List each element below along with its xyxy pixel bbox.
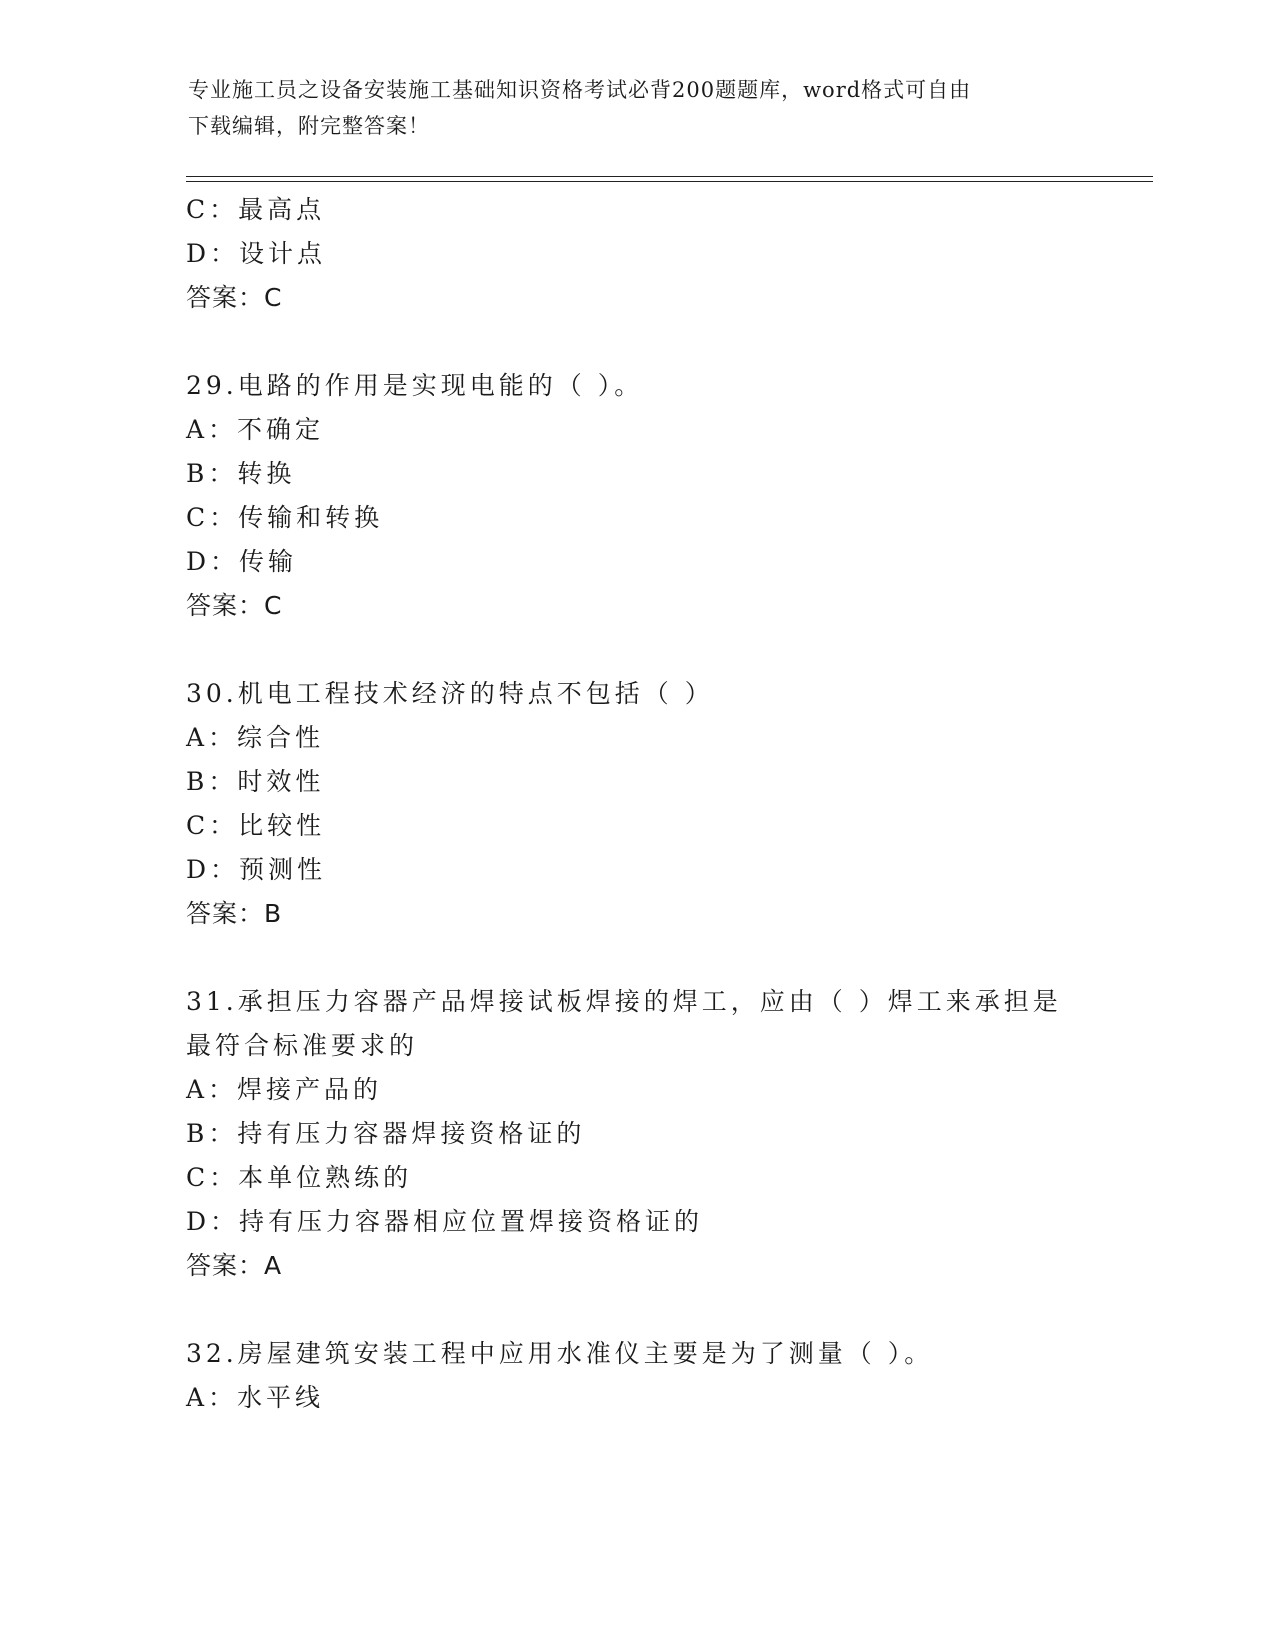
header-divider-bottom	[186, 181, 1153, 182]
document-header	[188, 72, 1068, 144]
option-c: C：比较性	[186, 811, 326, 840]
option-c: C：最高点	[186, 195, 326, 224]
option-b: B：持有压力容器焊接资格证的	[186, 1119, 586, 1148]
header-line-2: 下载编辑，附完整答案！	[188, 114, 430, 138]
answer-line: 答案：C	[186, 283, 283, 312]
question-30: 30.机电工程技术经济的特点不包括（ ）	[186, 679, 714, 708]
question-29: 29.电路的作用是实现电能的（ ）。	[186, 371, 644, 400]
option-a: A：水平线	[186, 1383, 325, 1412]
answer-line: 答案：A	[186, 1251, 283, 1280]
option-c: C：本单位熟练的	[186, 1163, 413, 1192]
option-a: A：焊接产品的	[186, 1075, 383, 1104]
option-b: B：时效性	[186, 767, 325, 796]
question-32: 32.房屋建筑安装工程中应用水准仪主要是为了测量（ ）。	[186, 1339, 934, 1368]
option-d: D：设计点	[186, 239, 327, 268]
answer-line: 答案：B	[186, 899, 283, 928]
option-b: B：转换	[186, 459, 296, 488]
header-line-1: 专业施工员之设备安装施工基础知识资格考试必背200题题库，word格式可自由	[188, 78, 972, 102]
option-a: A：不确定	[186, 415, 325, 444]
option-c: C：传输和转换	[186, 503, 384, 532]
option-d: D：传输	[186, 547, 298, 576]
option-d: D：持有压力容器相应位置焊接资格证的	[186, 1207, 704, 1236]
option-d: D：预测性	[186, 855, 327, 884]
answer-line: 答案：C	[186, 591, 283, 620]
question-31-continued: 最符合标准要求的	[186, 1031, 419, 1060]
question-31: 31.承担压力容器产品焊接试板焊接的焊工，应由（ ）焊工来承担是	[186, 987, 1062, 1016]
option-a: A：综合性	[186, 723, 325, 752]
header-divider-top	[186, 176, 1153, 177]
